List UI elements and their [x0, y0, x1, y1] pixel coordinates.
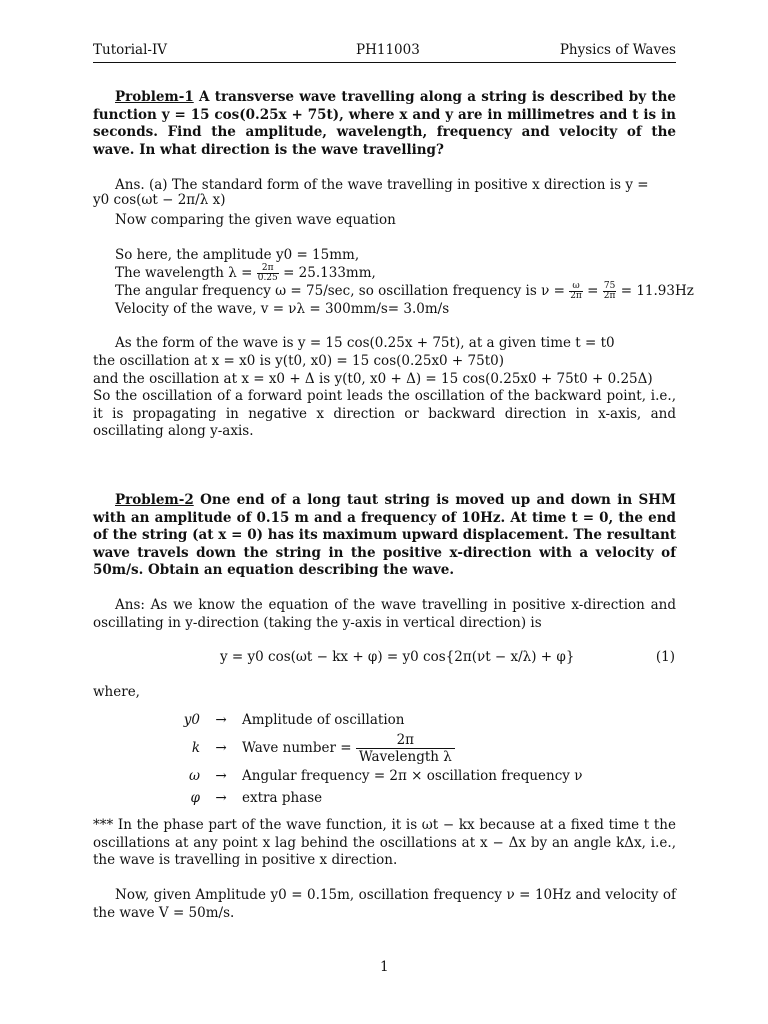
k-numerator: 2π [356, 732, 455, 749]
angular-label: The angular frequency ω = 75/sec, so oscillation frequency is ν = [115, 283, 565, 299]
definition-row [178, 787, 582, 809]
header-rule [93, 62, 676, 63]
def-symbol: k [191, 740, 200, 756]
arrow-icon: → [215, 768, 227, 784]
def-desc: Angular frequency = 2π × oscillation frequency ν [242, 768, 583, 784]
def-desc: Amplitude of oscillation [242, 712, 405, 728]
problem1-label: Problem-1 [115, 89, 194, 105]
form-line-2: the oscillation at x = x0 is y(t0, x0) = 15 cos(0.25x0 + 75t0) [93, 353, 504, 369]
header-right: Physics of Waves [559, 42, 676, 58]
definition-row [178, 709, 582, 731]
definition-row [178, 765, 582, 787]
omega-fraction: $\frac{\omega}{2\pi}$ [570, 281, 582, 301]
compare-text: Now comparing the given wave equation [115, 212, 396, 228]
page-number: 1 [380, 959, 389, 975]
def-desc: Wave number = [242, 739, 352, 756]
velocity-line: Velocity of the wave, v = νλ = 300mm/s= 3.0m/s [115, 301, 450, 317]
def-desc-k [242, 731, 582, 765]
ans-intro-text: Ans. (a) The standard form of the wave travelling in positive x direction is y = [115, 177, 649, 193]
problem2-label: Problem-2 [115, 492, 194, 508]
wavelength-line [115, 264, 376, 283]
wavelength-label: The wavelength λ = [115, 265, 253, 281]
phase-note: *** In the phase part of the wave function, it is ωt − kx because at a fixed time t the oscillations at any point x lag behind the oscillations at x − Δx by an angle kΔx, i.e., the wave is travelling in positive x direction. [93, 817, 676, 868]
def-symbol: ω [188, 768, 200, 784]
definitions-table [178, 709, 582, 809]
problem1-statement [93, 89, 676, 159]
problem2-statement [93, 492, 676, 580]
k-denominator: Wavelength λ [358, 748, 452, 765]
header-center: PH11003 [356, 42, 420, 58]
equation-number: (1) [655, 649, 675, 665]
form-line-1: As the form of the wave is y = 15 cos(0.25x + 75t), at a given time t = t0 [115, 335, 615, 351]
def-desc: extra phase [242, 790, 323, 806]
form-line-3: and the oscillation at x = x0 + Δ is y(t0, x0 + Δ) = 15 cos(0.25x0 + 75t0 + 0.25Δ) [93, 371, 653, 387]
frequency-fraction: $\frac{75}{2\pi}$ [603, 281, 616, 301]
standard-form: y0 cos(ωt − 2π/λ x) [93, 192, 226, 208]
problem2-ans: Ans: As we know the equation of the wave travelling in positive x-direction and oscillating in y-direction (taking the y-axis in vertical direction) is [93, 597, 676, 631]
wavelength-value: = 25.133mm, [283, 265, 376, 281]
wavelength-fraction: $\frac{2\pi}{0.25}$ [257, 263, 278, 283]
header-left: Tutorial-IV [93, 42, 168, 58]
form-line-4: So the oscillation of a forward point leads the oscillation of the backward point, i.e., it is propagating in negative x direction or backward direction in x-axis, and oscillating along y-axis. [93, 388, 676, 439]
problem2-text: One end of a long taut string is moved up and down in SHM with an amplitude of 0.15 m and a frequency of 10Hz. At time t = 0, the end of the string (at x = 0) has its maximum upward displacement. The resultant wave travels down the string in the positive x-direction with a velocity of 50m/s. Obtain an equation describing the wave. [93, 492, 676, 578]
given-values: Now, given Amplitude y0 = 0.15m, oscillation frequency ν = 10Hz and velocity of the wave V = 50m/s. [93, 887, 676, 921]
arrow-icon: → [215, 790, 227, 806]
definition-row [178, 731, 582, 765]
amplitude-line: So here, the amplitude y0 = 15mm, [115, 247, 360, 263]
arrow-icon: → [215, 740, 227, 756]
where-label: where, [93, 684, 140, 700]
wave-equation: y = y0 cos(ωt − kx + φ) = y0 cos{2π(νt − x/λ) + φ} [220, 649, 575, 665]
wave-number-fraction [356, 732, 455, 765]
def-symbol: φ [190, 790, 200, 806]
problem1-text: A transverse wave travelling along a string is described by the function y = 15 cos(0.25x + 75t), where x and y are in millimetres and t is in seconds. Find the amplitude, wavelength, frequency and velocity of the wave. In what direction is the wave travelling? [93, 89, 676, 158]
angular-line: The angular frequency ω = 75/sec, so oscillation frequency is ν = $\frac{\omega}{2\pi}$ = $\frac{75}{2\pi}$ = 11.93Hz [115, 281, 694, 301]
def-symbol: y0 [183, 712, 200, 728]
arrow-icon: → [215, 712, 227, 728]
frequency-value: = 11.93Hz [620, 283, 694, 299]
